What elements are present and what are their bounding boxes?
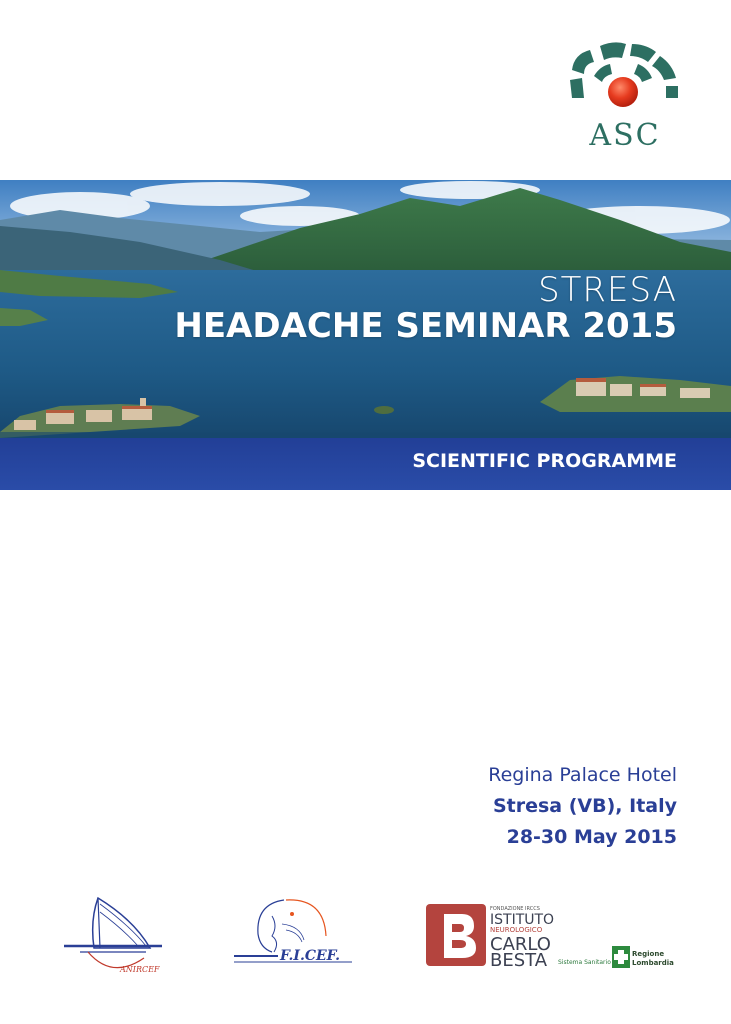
asc-logo-text: ASC xyxy=(589,118,661,153)
lombardia-logo xyxy=(558,944,688,974)
besta-neuro-text: NEUROLOGICO xyxy=(490,926,543,934)
besta-small-text: FONDAZIONE IRCCS xyxy=(490,906,540,912)
lombardia-regione-text: Regione xyxy=(632,950,665,958)
venue-dates: 28-30 May 2015 xyxy=(506,826,677,848)
ficef-text: F.I.CEF. xyxy=(280,948,341,964)
venue-location: Stresa (VB), Italy xyxy=(492,795,677,817)
besta-besta-text: BESTA xyxy=(490,950,548,970)
besta-carlo-text: CARLO xyxy=(490,934,551,955)
venue-info xyxy=(488,760,677,853)
besta-logo-icon xyxy=(424,900,554,970)
venue-hotel: Regina Palace Hotel xyxy=(488,764,677,786)
programme-label: SCIENTIFIC PROGRAMME xyxy=(412,450,677,472)
lombardia-cross-icon xyxy=(612,946,630,968)
anircef-logo-icon xyxy=(60,890,170,978)
ficef-logo-icon xyxy=(226,896,366,974)
lombardia-sistema-text: Sistema Sanitario xyxy=(558,959,611,966)
programme-banner xyxy=(0,438,731,490)
besta-istituto-text: ISTITUTO xyxy=(490,912,554,928)
title-location: STRESA xyxy=(538,270,677,310)
lombardia-name-text: Lombardia xyxy=(632,959,674,967)
anircef-text: ANIRCEF xyxy=(120,965,160,974)
title-event: HEADACHE SEMINAR 2015 xyxy=(174,306,677,346)
